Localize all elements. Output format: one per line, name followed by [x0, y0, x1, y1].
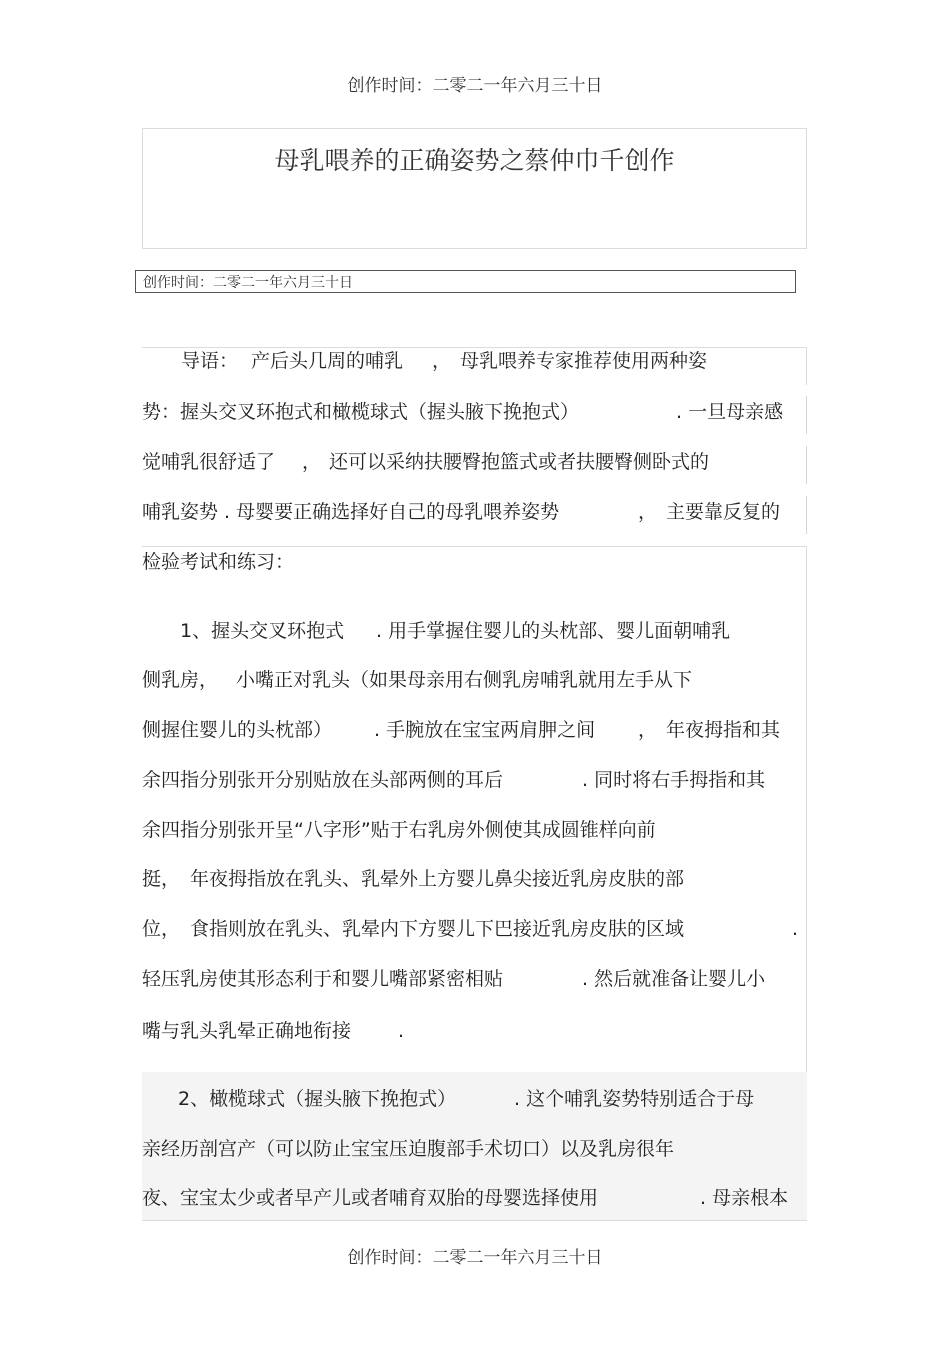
text-line: 哺乳姿势 . 母婴要正确选择好自己的母乳喂养姿势 [142, 501, 560, 523]
text-line: 觉哺乳很舒适了 [142, 451, 276, 473]
text-line: . 用手掌握住婴儿的头枕部、婴儿面朝哺乳 [376, 620, 731, 642]
text-line: 小嘴正对乳头（如果母亲用右侧乳房哺乳就用左手从下 [236, 669, 693, 691]
text-line: 产后头几周的哺乳 [251, 350, 404, 372]
text-line: 势：握头交叉环抱式和橄榄球式（握头腋下挽抱式） [142, 401, 580, 423]
text-line: 侧握住婴儿的头枕部） [142, 719, 333, 741]
text-line: 母乳喂养专家推荐使用两种姿 [460, 350, 708, 372]
text-line: 轻压乳房使其形态利于和婴儿嘴部紧密相贴 [142, 968, 504, 990]
text-line: 2、橄榄球式（握头腋下挽抱式） [178, 1088, 457, 1110]
row-border-2 [806, 396, 807, 434]
page-footer-creation-time: 创作时间：二零二一年六月三十日 [347, 1248, 603, 1268]
text-line: 主要靠反复的 [666, 501, 781, 523]
text-line: 1、握头交叉环抱式 [180, 620, 345, 642]
text-line: ， [638, 501, 658, 523]
text-line: . 这个哺乳姿势特别适合于母 [514, 1088, 755, 1110]
text-line: 亲经历剖宫产（可以防止宝宝压迫腹部手术切口）以及乳房很年 [142, 1138, 675, 1160]
text-line: 导语： [181, 350, 239, 372]
text-line: . [398, 1020, 405, 1042]
text-line: 余四指分别张开分别贴放在头部两侧的耳后 [142, 769, 504, 791]
page-header-creation-time: 创作时间：二零二一年六月三十日 [347, 76, 603, 96]
text-line: 挺， [142, 868, 181, 890]
text-line: . 然后就准备让婴儿小 [582, 968, 766, 990]
text-line: ， [432, 350, 452, 372]
row-border-4 [806, 496, 807, 534]
text-line: ， [638, 719, 658, 741]
document-title: 母乳喂养的正确姿势之蔡仲巾千创作 [274, 146, 675, 175]
creation-time-stamp: 创作时间：二零二一年六月三十日 [143, 275, 353, 291]
text-line: 夜、宝宝太少或者早产儿或者哺育双胎的母婴选择使用 [142, 1187, 599, 1209]
text-line: 余四指分别张开呈“八字形”贴于右乳房外侧使其成圆锥样向前 [142, 819, 656, 841]
text-line: . [792, 918, 799, 940]
text-line: 还可以采纳扶腰臀抱篮式或者扶腰臀侧卧式的 [329, 451, 710, 473]
text-line: 年夜拇指放在乳头、乳晕外上方婴儿鼻尖接近乳房皮肤的部 [190, 868, 685, 890]
text-line: 嘴与乳头乳晕正确地衔接 [142, 1020, 352, 1042]
text-line: 侧乳房， [142, 669, 219, 691]
text-line: 食指则放在乳头、乳晕内下方婴儿下巴接近乳房皮肤的区域 [190, 918, 685, 940]
text-line: . 母亲根本 [700, 1187, 789, 1209]
row-border-3 [806, 446, 807, 484]
text-line: ， [302, 451, 322, 473]
text-line: . 手腕放在宝宝两肩胛之间 [374, 719, 596, 741]
text-line: . 一旦母亲感 [676, 401, 784, 423]
text-line: 年夜拇指和其 [666, 719, 781, 741]
text-line: 位， [142, 918, 181, 940]
text-line: . 同时将右手拇指和其 [582, 769, 766, 791]
text-line: 检验考试和练习： [142, 551, 295, 573]
